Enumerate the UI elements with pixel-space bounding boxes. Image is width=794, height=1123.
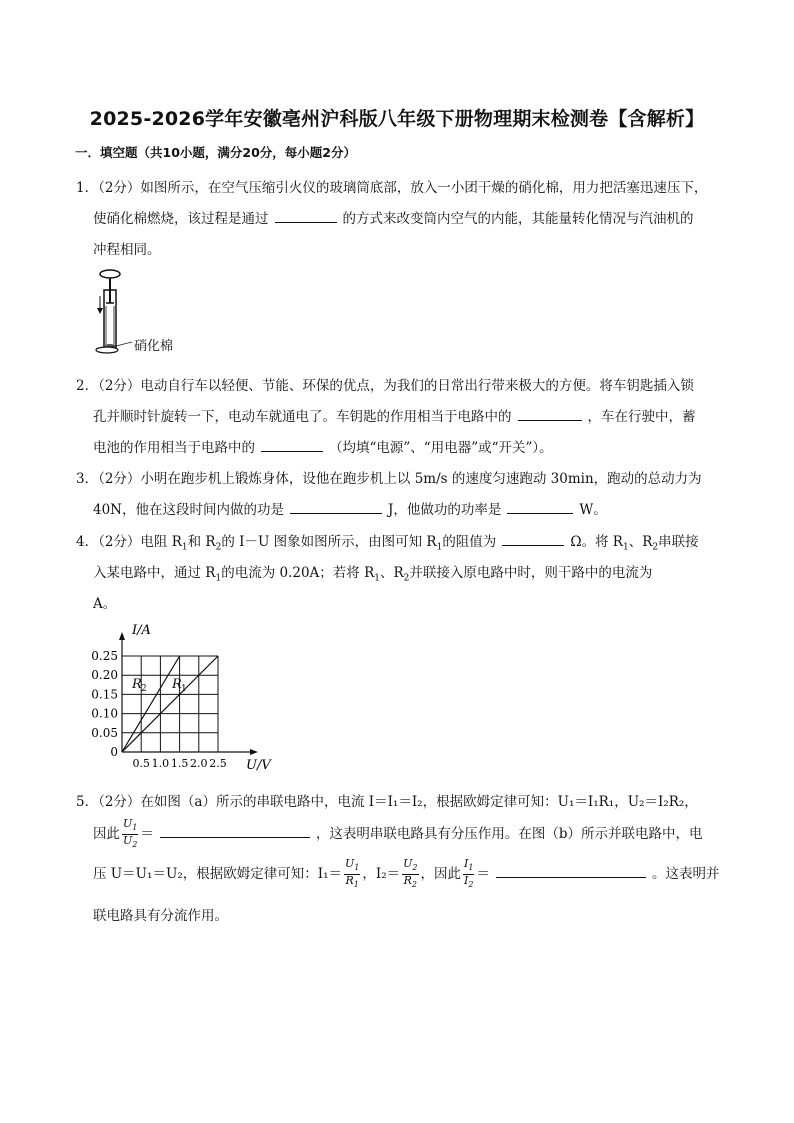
fraction-u1-r1: $\frac{U_1}{R_1}$ <box>345 857 360 890</box>
q5-line2: 因此 $\frac{U_1}{U_2}$ ＝ ，这表明串联电路具有分压作用。在图（b）所示并联电路中，电 <box>93 817 703 850</box>
series-label-R1: R <box>172 677 182 692</box>
page-title: 2025-2026学年安徽亳州沪科版八年级下册物理期末检测卷【含解析】 <box>89 108 705 130</box>
x-tick-label: 1.5 <box>170 757 189 770</box>
chart-series <box>122 656 218 752</box>
q5-line3: 压 U＝U₁＝U₂，根据欧姆定律可知：I₁＝ $\frac{U_1}{R_1}$ ，I₂＝ $\frac{U_2}{R_2}$ ，因此 $\frac{I_1}{I_2}$ ＝ 。这表明并 <box>93 857 720 890</box>
nitrocellulose-label: 硝化棉 <box>134 339 174 354</box>
q2-line1: 2．（2分）电动自行车以轻便、节能、环保的优点，为我们的日常出行带来极大的方便。将车钥匙插入锁 <box>76 378 694 394</box>
q4-line3: A。 <box>93 596 117 612</box>
y-axis-arrow <box>119 632 125 640</box>
fraction-u1-u2: $\frac{U_1}{U_2}$ <box>123 817 138 850</box>
fraction-u2-r2: $\frac{U_2}{R_2}$ <box>403 857 418 890</box>
series-label-R2: R <box>132 677 142 692</box>
iu-graph <box>88 618 288 778</box>
x-axis-label: U/V <box>246 758 271 773</box>
x-tick-label: 2.0 <box>190 757 208 770</box>
y-tick-label: 0 <box>110 745 118 759</box>
q2-blank-1[interactable] <box>518 406 582 421</box>
y-tick-label: 0.20 <box>91 668 118 683</box>
q4-line2: 入某电路中，通过 $R_1$的电流为 0.20A；若将 $R_1$、$R_2$并联接入原电路中时，则干路中的电流为 <box>93 565 653 584</box>
series-line-R1 <box>122 656 218 752</box>
section-heading: 一．填空题（共10小题，满分20分，每小题2分） <box>75 145 356 160</box>
q1-line3: 冲程相同。 <box>93 242 161 258</box>
series-label-sub-R2: 2 <box>141 684 147 694</box>
q1-blank-1[interactable] <box>275 208 337 223</box>
q5-blank-1[interactable] <box>160 823 310 838</box>
q3-line2: 40N，他在这段时间内做的功是 J，他做功的功率是 W。 <box>93 498 607 518</box>
y-tick-label: 0.15 <box>91 687 118 702</box>
y-axis-label: I/A <box>132 623 151 638</box>
q1-line1: 1．（2分）如图所示，在空气压缩引火仪的玻璃筒底部，放入一小团干燥的硝化棉，用力把活塞迅速压下， <box>76 180 708 196</box>
q3-blank-1[interactable] <box>290 499 382 514</box>
x-tick-label: 1.0 <box>151 757 170 770</box>
series-line-R2 <box>122 656 180 752</box>
q3-line1: 3．（2分）小明在跑步机上锻炼身体，设他在跑步机上以 5m/s 的速度匀速跑动 30min，跑动的总动力为 <box>76 471 702 487</box>
q2-blank-2[interactable] <box>261 437 323 452</box>
fraction-i1-i2: $\frac{I_1}{I_2}$ <box>464 857 474 890</box>
q5-blank-2[interactable] <box>496 863 646 878</box>
y-tick-label: 0.25 <box>91 649 118 663</box>
y-tick-label: 0.10 <box>91 706 118 721</box>
q5-line4: 联电路具有分流作用。 <box>93 908 228 924</box>
q5-line1: 5．（2分）在如图（a）所示的串联电路中，电流 I＝I₁＝I₂，根据欧姆定律可知：U₁＝I₁R₁，U₂＝I₂R₂， <box>76 794 698 810</box>
q4-blank-1[interactable] <box>502 531 564 546</box>
q2-line3: 电池的作用相当于电路中的 （均填“电源”、“用电器”或“开关”）。 <box>93 436 553 456</box>
y-tick-label: 0.05 <box>91 725 118 740</box>
x-tick-label: 2.5 <box>209 757 227 770</box>
q2-line2: 孔并顺时针旋转一下，电动车就通电了。车钥匙的作用相当于电路中的 ，车在行驶中，蓄 <box>93 405 696 425</box>
series-label-sub-R1: 1 <box>181 684 187 694</box>
q3-blank-2[interactable] <box>507 499 573 514</box>
q4-line1: 4．（2分）电阻 $R_1$和 $R_2$的 I－U 图象如图所示，由图可知 $R_1$的阻值为 Ω。将 $R_1$、$R_2$串联接 <box>76 530 699 553</box>
q1-line2: 使硝化棉燃烧，该过程是通过 的方式来改变筒内空气的内能，其能量转化情况与汽油机的 <box>93 207 694 227</box>
x-axis-arrow <box>250 749 258 755</box>
chart-axes <box>119 632 258 755</box>
x-tick-label: 0.5 <box>132 757 150 770</box>
